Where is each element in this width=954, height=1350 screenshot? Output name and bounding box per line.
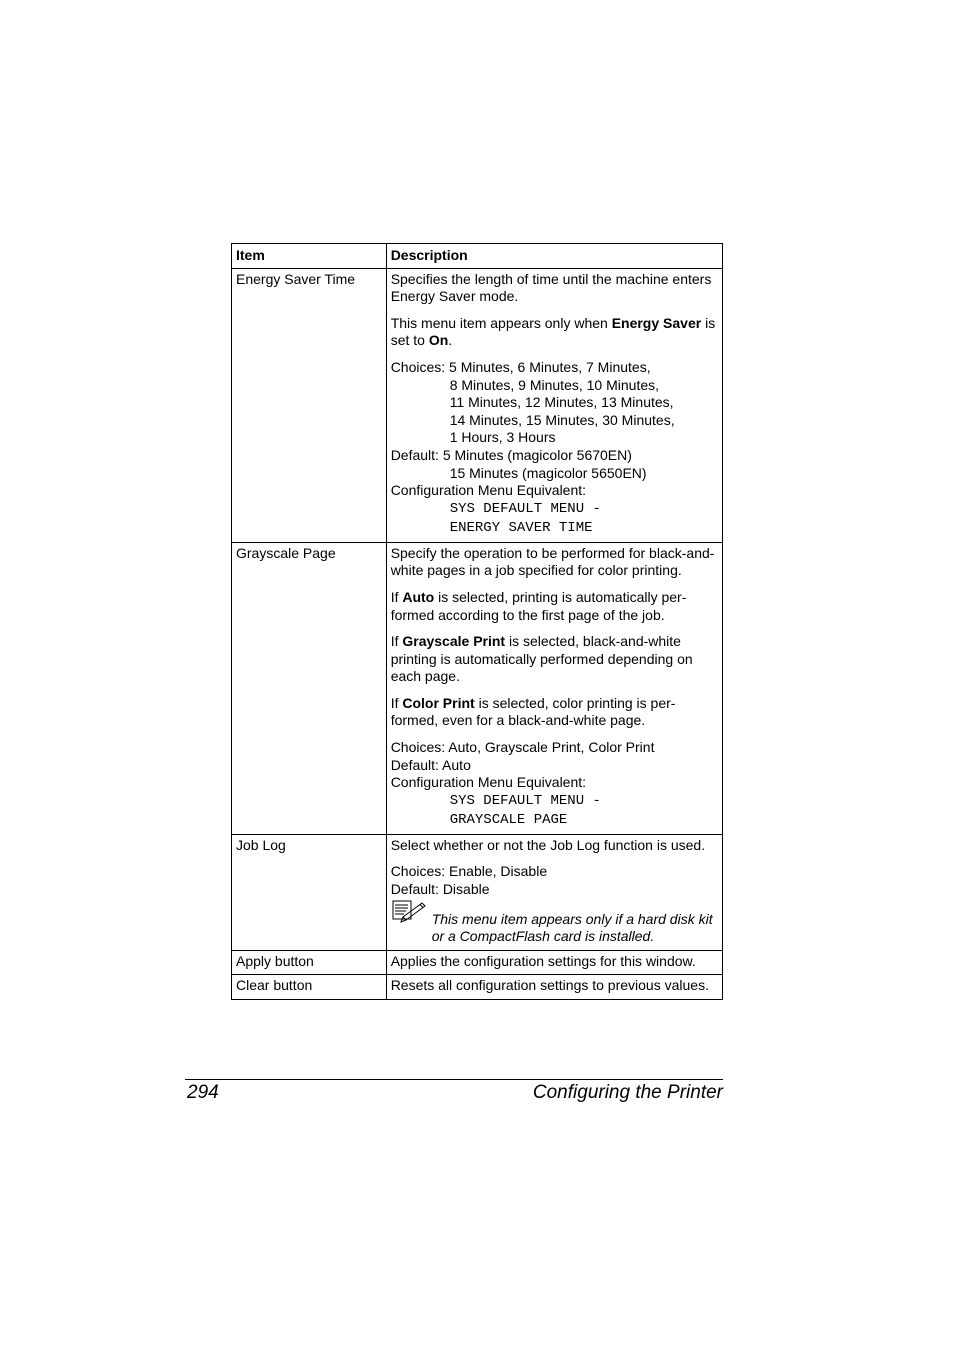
section-title: Configuring the Printer [532,1082,723,1103]
note-pencil-icon [391,897,427,923]
description-paragraph: This menu item appears only when Energy Saver is set to On. [390,314,716,349]
table-row [232,834,723,950]
item-apply-button: Apply button [232,950,387,975]
table-row [232,975,723,1000]
emphasis-grayscale-print: Grayscale Print [402,633,506,650]
description-clear-button: Resets all configuration settings to previous values. [386,975,722,1000]
description-job-log [386,834,722,950]
column-header-description: Description [386,244,722,269]
description-apply-button: Applies the configuration settings for this window. [386,950,722,975]
settings-table [231,243,723,1000]
table-header-row [232,244,723,269]
table-row [232,950,723,975]
description-paragraph: If Grayscale Print is selected, black-and-white printing is automatically performed depending on each page. [390,633,693,685]
choices-block [391,863,718,898]
footer-divider [185,1079,723,1080]
page-number: 294 [187,1082,219,1103]
emphasis-energy-saver: Energy Saver [611,314,702,331]
description-grayscale-page [386,542,722,834]
config-label: Configuration Menu Equivalent: [390,774,587,791]
choices-line: 14 Minutes, 15 Minutes, 30 Minutes, [449,411,675,428]
item-clear-button: Clear button [232,975,387,1000]
choices-line: 11 Minutes, 12 Minutes, 13 Minutes, [449,394,674,411]
item-energy-saver-time: Energy Saver Time [232,268,387,542]
column-header-item: Item [232,244,387,269]
config-label: Configuration Menu Equivalent: [390,482,587,499]
choices-block [391,359,718,538]
config-code: SYS DEFAULT MENU - [449,500,601,517]
description-paragraph: Specify the operation to be performed for black-and-white pages in a job specified for color printing. [390,544,715,579]
table-row [232,542,723,834]
default-line: Default: 5 Minutes (magicolor 5670EN) [390,446,632,463]
config-code: SYS DEFAULT MENU - [449,792,601,809]
emphasis-on: On [428,332,449,349]
item-grayscale-page: Grayscale Page [232,542,387,834]
note-text: This menu item appears only if a hard disk kit or a CompactFlash card is installed. [431,910,713,945]
description-paragraph: If Auto is selected, printing is automatically per-formed according to the first page of the job. [390,588,687,623]
default-line: Default: Auto [390,756,471,773]
config-code: ENERGY SAVER TIME [449,519,593,536]
table-row [232,268,723,542]
choices-line: Choices: 5 Minutes, 6 Minutes, 7 Minutes, [390,358,651,375]
description-energy-saver-time [386,268,722,542]
description-paragraph: Select whether or not the Job Log function is used. [390,836,706,853]
description-paragraph: Specifies the length of time until the machine enters Energy Saver mode. [390,270,712,305]
description-paragraph: If Color Print is selected, color printing is per-formed, even for a black-and-white page. [390,694,676,729]
choices-line: Choices: Auto, Grayscale Print, Color Print [390,739,655,756]
emphasis-color-print: Color Print [402,694,475,711]
emphasis-auto: Auto [402,588,435,605]
choices-line: Choices: Enable, Disable [390,863,548,880]
config-code: GRAYSCALE PAGE [449,811,568,828]
note-block [391,911,718,946]
choices-line: 8 Minutes, 9 Minutes, 10 Minutes, [449,376,660,393]
item-job-log: Job Log [232,834,387,950]
default-line: 15 Minutes (magicolor 5650EN) [449,464,647,481]
choices-block [391,739,718,830]
choices-line: 1 Hours, 3 Hours [449,429,556,446]
default-line: Default: Disable [390,881,490,898]
